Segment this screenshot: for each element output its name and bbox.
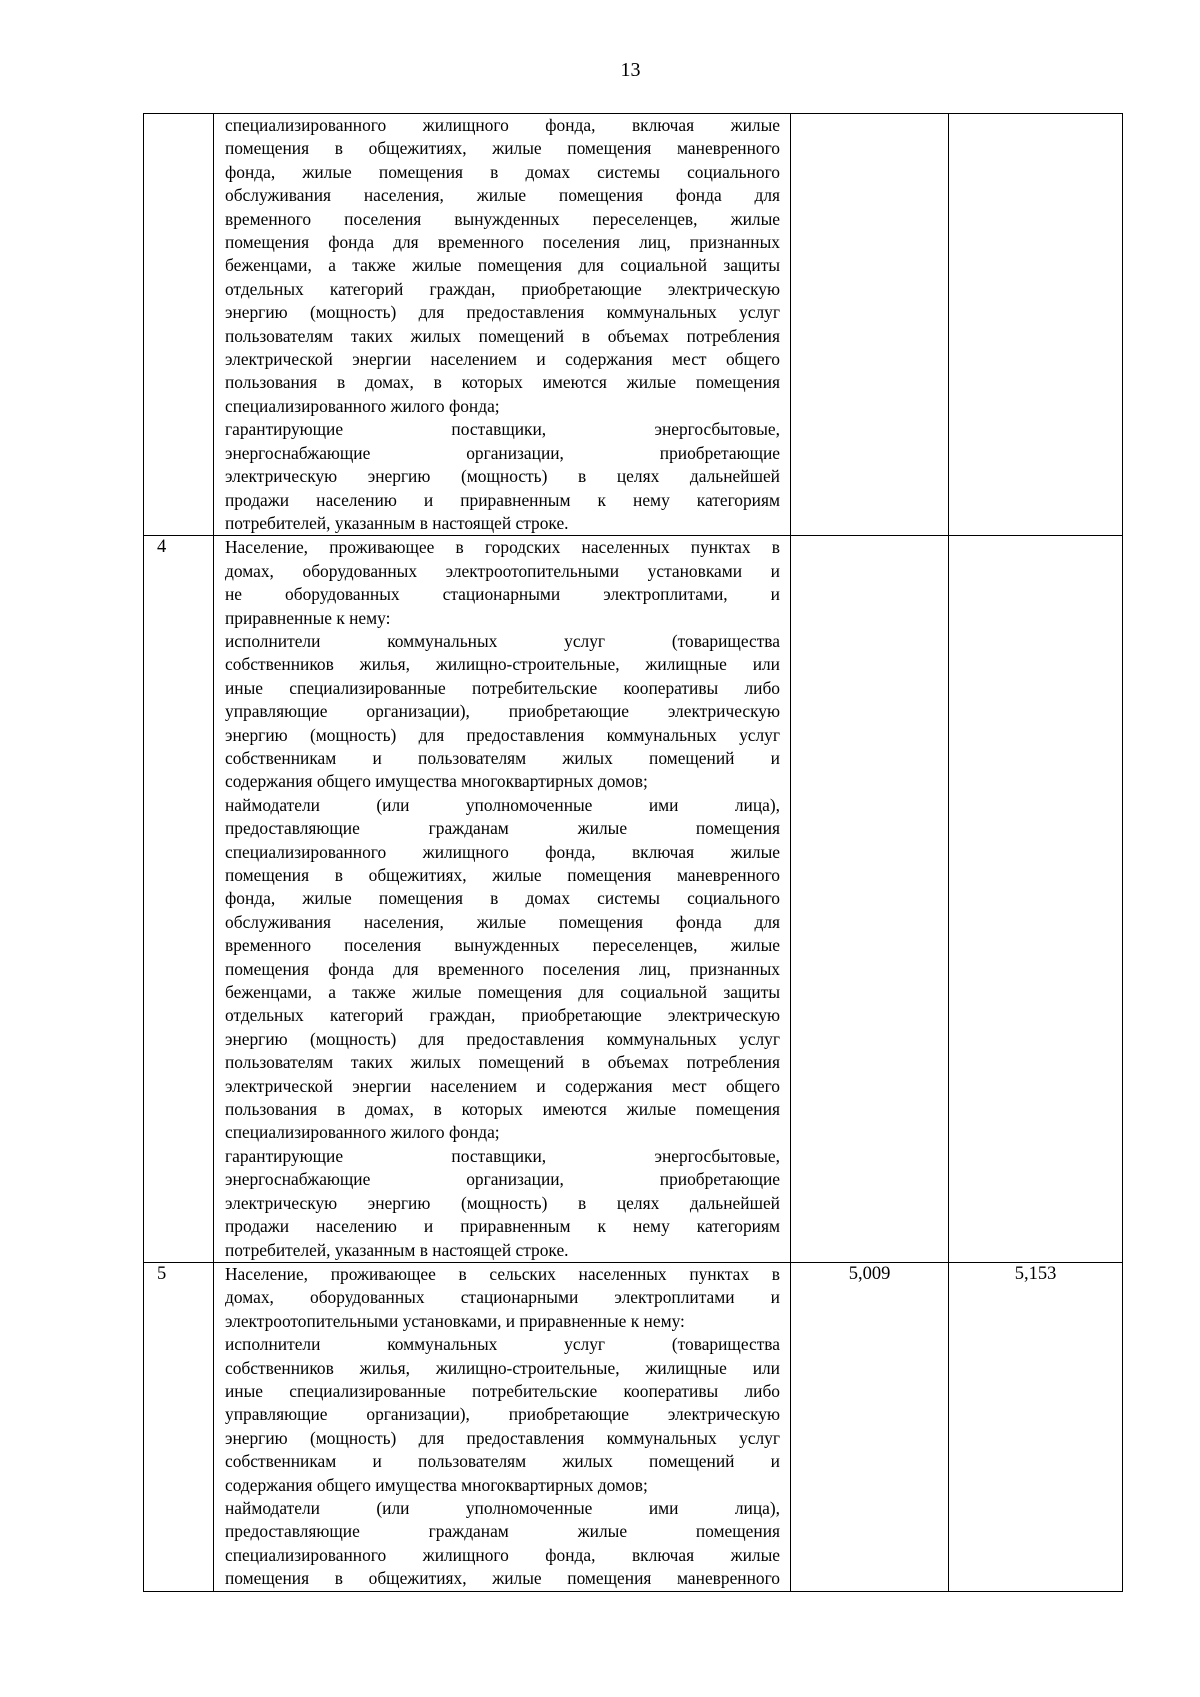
tariff-value-second-half-cell bbox=[949, 536, 1123, 1263]
text-line: электрической энергии населением и содержания мест общего bbox=[225, 349, 780, 370]
text-line: потребителей, указанным в настоящей строке. bbox=[225, 512, 569, 533]
text-line: Население, проживающее в сельских населенных пунктах в bbox=[225, 1263, 780, 1284]
text-line: пользования в домах, в которых имеются жилые помещения bbox=[225, 1099, 780, 1120]
text-line: собственникам и пользователям жилых помещений и bbox=[225, 747, 780, 768]
text-line: пользования в домах, в которых имеются жилые помещения bbox=[225, 372, 780, 393]
text-line: не оборудованных стационарными электроплитами, и bbox=[225, 584, 780, 605]
text-line: управляющие организации), приобретающие электрическую bbox=[225, 701, 780, 722]
text-line: отдельных категорий граждан, приобретающие электрическую bbox=[225, 278, 780, 299]
text-line: электрической энергии населением и содержания мест общего bbox=[225, 1075, 780, 1096]
text-line: гарантирующие поставщики, энергосбытовые, bbox=[225, 1145, 780, 1166]
text-line: фонда, жилые помещения в домах системы социального bbox=[225, 888, 780, 909]
text-line: энергию (мощность) для предоставления коммунальных услуг bbox=[225, 1028, 780, 1049]
text-line: энергию (мощность) для предоставления коммунальных услуг bbox=[225, 1427, 780, 1448]
tariff-table bbox=[143, 113, 1123, 1592]
text-line: беженцами, а также жилые помещения для социальной защиты bbox=[225, 982, 780, 1003]
text-line: временного поселения вынужденных переселенцев, жилые bbox=[225, 935, 780, 956]
text-line: энергоснабжающие организации, приобретающие bbox=[225, 442, 780, 463]
text-line: продажи населению и приравненным к нему категориям bbox=[225, 489, 780, 510]
text-line: электроотопительными установками, и приравненные к нему: bbox=[225, 1310, 685, 1331]
text-line: помещения фонда для временного поселения лиц, признанных bbox=[225, 958, 780, 979]
tariff-value-first-half-cell bbox=[791, 114, 949, 536]
text-line: обслуживания населения, жилые помещения фонда для bbox=[225, 185, 780, 206]
row-number-cell bbox=[144, 114, 214, 536]
text-line: продажи населению и приравненным к нему категориям bbox=[225, 1216, 780, 1237]
text-line: содержания общего имущества многоквартирных домов; bbox=[225, 771, 648, 792]
text-line: помещения фонда для временного поселения лиц, признанных bbox=[225, 232, 780, 253]
text-line: специализированного жилищного фонда, включая жилые bbox=[225, 1544, 780, 1565]
tariff-value-first-half-cell: 5,009 bbox=[791, 1262, 949, 1591]
tariff-value-second-half-cell bbox=[949, 114, 1123, 536]
text-line: беженцами, а также жилые помещения для социальной защиты bbox=[225, 255, 780, 276]
row-number-cell: 5 bbox=[144, 1262, 214, 1591]
text-line: пользователям таких жилых помещений в объемах потребления bbox=[225, 325, 780, 346]
table-body bbox=[144, 114, 1123, 1592]
consumer-category-cell bbox=[214, 114, 791, 536]
text-line: Население, проживающее в городских населенных пунктах в bbox=[225, 537, 780, 558]
text-line: специализированного жилищного фонда, включая жилые bbox=[225, 841, 780, 862]
text-line: энергию (мощность) для предоставления коммунальных услуг bbox=[225, 302, 780, 323]
text-line: обслуживания населения, жилые помещения фонда для bbox=[225, 911, 780, 932]
tariff-value-first-half-cell bbox=[791, 536, 949, 1263]
text-line: содержания общего имущества многоквартирных домов; bbox=[225, 1474, 648, 1495]
text-line: отдельных категорий граждан, приобретающие электрическую bbox=[225, 1005, 780, 1026]
page-number: 13 bbox=[620, 59, 641, 81]
text-line: специализированного жилищного фонда, включая жилые bbox=[225, 115, 780, 135]
text-line: исполнители коммунальных услуг (товарищества bbox=[225, 1334, 780, 1355]
text-line: наймодатели (или уполномоченные ими лица), bbox=[225, 794, 780, 815]
text-line: управляющие организации), приобретающие электрическую bbox=[225, 1404, 780, 1425]
tariff-value-second-half-cell: 5,153 bbox=[949, 1262, 1123, 1591]
text-line: гарантирующие поставщики, энергосбытовые, bbox=[225, 419, 780, 440]
text-line: фонда, жилые помещения в домах системы социального bbox=[225, 161, 780, 182]
table-row bbox=[144, 114, 1123, 536]
consumer-category-cell bbox=[214, 536, 791, 1263]
text-line: собственников жилья, жилищно-строительные, жилищные или bbox=[225, 654, 780, 675]
text-line: потребителей, указанным в настоящей строке. bbox=[225, 1239, 569, 1260]
text-line: помещения в общежитиях, жилые помещения маневренного bbox=[225, 1568, 780, 1589]
table-row bbox=[144, 536, 1123, 1263]
text-line: предоставляющие гражданам жилые помещения bbox=[225, 1521, 780, 1542]
text-line: временного поселения вынужденных переселенцев, жилые bbox=[225, 208, 780, 229]
text-line: электрическую энергию (мощность) в целях дальнейшей bbox=[225, 1192, 780, 1213]
text-line: помещения в общежитиях, жилые помещения маневренного bbox=[225, 865, 780, 885]
text-line: специализированного жилого фонда; bbox=[225, 1122, 500, 1143]
text-line: наймодатели (или уполномоченные ими лица), bbox=[225, 1497, 780, 1518]
table-row bbox=[144, 1262, 1123, 1591]
text-line: электрическую энергию (мощность) в целях дальнейшей bbox=[225, 466, 780, 487]
consumer-category-cell bbox=[214, 1262, 791, 1591]
text-line: энергию (мощность) для предоставления коммунальных услуг bbox=[225, 724, 780, 745]
text-line: иные специализированные потребительские кооперативы либо bbox=[225, 677, 780, 698]
text-line: предоставляющие гражданам жилые помещения bbox=[225, 818, 780, 839]
text-line: домах, оборудованных электроотопительными установками и bbox=[225, 560, 780, 581]
text-line: иные специализированные потребительские кооперативы либо bbox=[225, 1380, 780, 1401]
text-line: собственникам и пользователям жилых помещений и bbox=[225, 1451, 780, 1472]
text-line: пользователям таких жилых помещений в объемах потребления bbox=[225, 1052, 780, 1073]
text-line: домах, оборудованных стационарными электроплитами и bbox=[225, 1287, 780, 1308]
text-line: собственников жилья, жилищно-строительные, жилищные или bbox=[225, 1357, 780, 1378]
text-line: исполнители коммунальных услуг (товарищества bbox=[225, 630, 780, 651]
text-line: специализированного жилого фонда; bbox=[225, 395, 500, 416]
text-line: энергоснабжающие организации, приобретающие bbox=[225, 1169, 780, 1190]
row-number-cell: 4 bbox=[144, 536, 214, 1263]
text-line: помещения в общежитиях, жилые помещения маневренного bbox=[225, 138, 780, 159]
text-line: приравненные к нему: bbox=[225, 607, 391, 628]
